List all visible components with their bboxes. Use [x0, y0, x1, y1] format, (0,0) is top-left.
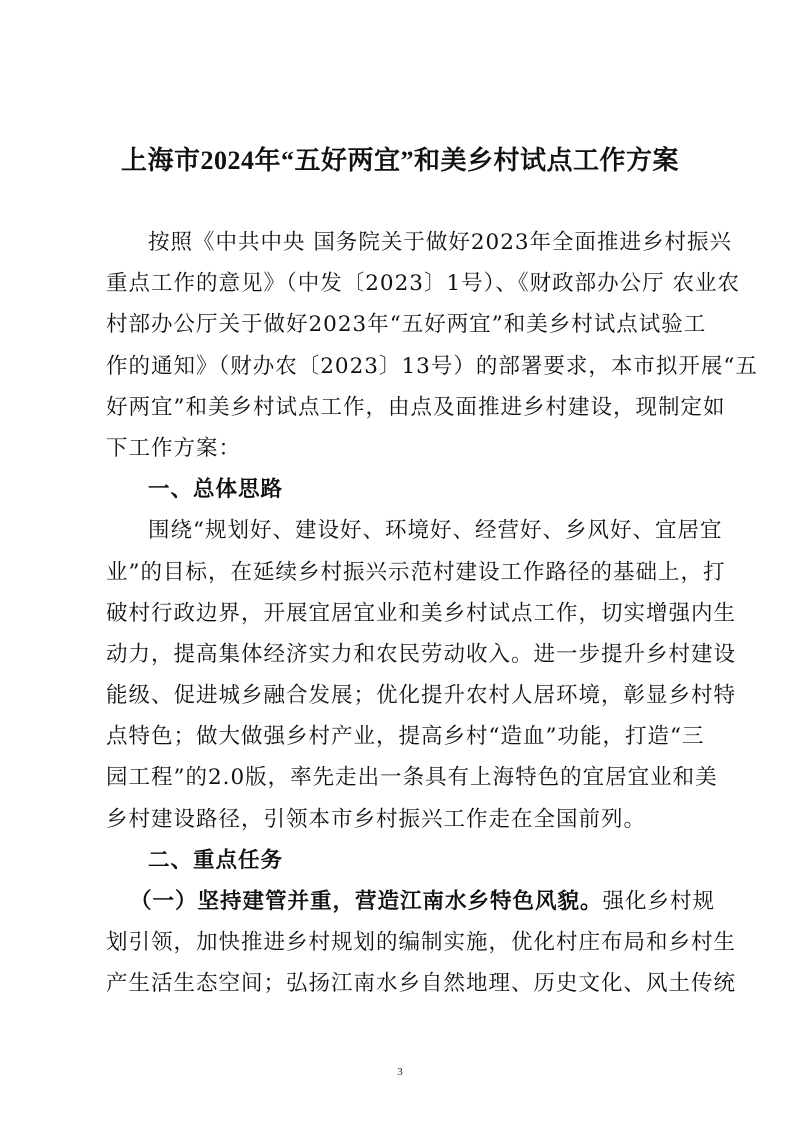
paragraph-line: 按照《中共中央 国务院关于做好2023年全面推进乡村振兴 — [148, 230, 733, 255]
paragraph-line: 产生活生态空间；弘扬江南水乡自然地理、历史文化、风土传统 — [106, 971, 737, 997]
document-body — [106, 222, 758, 1005]
section-heading: 二、重点任务 — [148, 847, 284, 873]
paragraph-line: 能级、促进城乡融合发展；优化提升农村人居环境，彰显乡村特 — [106, 683, 737, 709]
paragraph-line: 园工程”的2.0版，率先走出一条具有上海特色的宜居宜业和美 — [106, 765, 718, 791]
paragraph-line: 乡村建设路径，引领本市乡村振兴工作走在全国前列。 — [106, 806, 647, 832]
page-number: 3 — [397, 1066, 403, 1078]
section-heading: 一、总体思路 — [148, 477, 284, 503]
paragraph-line: 下工作方案： — [106, 435, 242, 461]
document-title: 上海市2024年“五好两宜”和美乡村试点工作方案 — [120, 146, 679, 175]
paragraph-line: 点特色；做大做强乡村产业，提高乡村“造血”功能，打造“三 — [106, 724, 705, 750]
paragraph-text: 强化乡村规 — [602, 889, 716, 914]
paragraph-line: 作的通知》（财办农〔2023〕13号）的部署要求，本市拟开展“五 — [106, 353, 758, 379]
paragraph-line: 重点工作的意见》（中发〔2023〕1号）、《财政部办公厅 农业农 — [106, 271, 740, 297]
subsection-heading: （一）坚持建管并重，营造江南水乡特色风貌。 — [130, 889, 603, 914]
paragraph-line: 业”的目标，在延续乡村振兴示范村建设工作路径的基础上，打 — [106, 559, 726, 585]
paragraph-line: 划引领，加快推进乡村规划的编制实施，优化村庄布局和乡村生 — [106, 930, 737, 956]
paragraph-line: 村部办公厅关于做好2023年“五好两宜”和美乡村试点试验工 — [106, 312, 707, 338]
paragraph-line: 破村行政边界，开展宜居宜业和美乡村试点工作，切实增强内生 — [106, 600, 737, 626]
subsection-line — [106, 881, 716, 922]
paragraph-line: 动力，提高集体经济实力和农民劳动收入。进一步提升乡村建设 — [106, 641, 737, 667]
paragraph-line: 围绕“规划好、建设好、环境好、经营好、乡风好、宜居宜 — [148, 518, 723, 544]
paragraph-line: 好两宜”和美乡村试点工作，由点及面推进乡村建设，现制定如 — [106, 394, 726, 420]
